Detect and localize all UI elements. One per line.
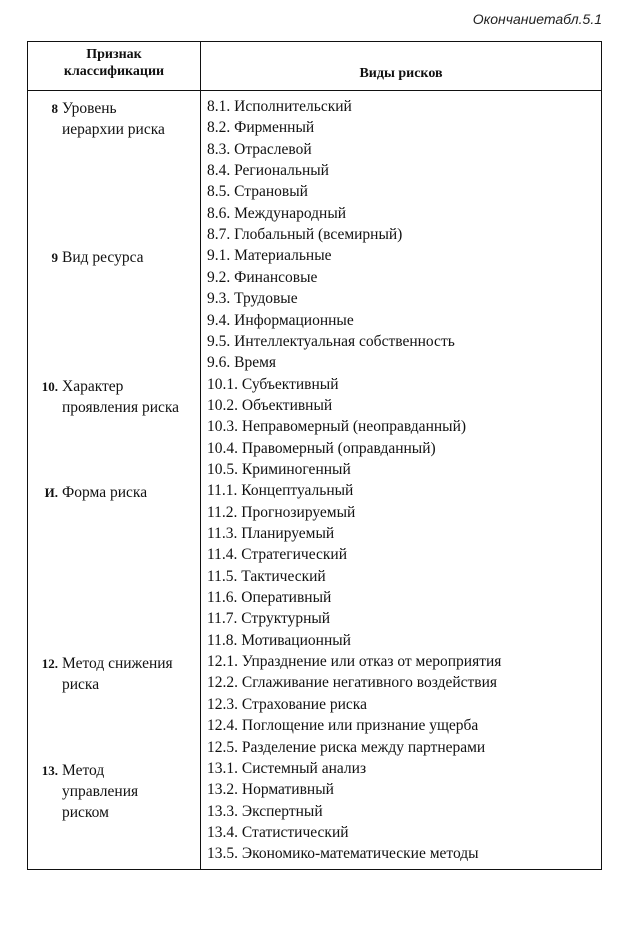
group-label-line: риском xyxy=(62,803,109,821)
risk-type-item: 8.2. Фирменный xyxy=(207,119,315,137)
risk-type-item: 13.4. Статистический xyxy=(207,823,349,841)
risk-type-item: 9.5. Интеллектуальная собственность xyxy=(207,332,455,350)
header-left-line1: Признак xyxy=(86,47,142,62)
risk-type-item: 8.5. Страновый xyxy=(207,183,308,201)
group-label-line: риска xyxy=(62,676,100,694)
risk-type-item: 13.3. Экспертный xyxy=(207,802,323,820)
risk-type-item: 9.3. Трудовые xyxy=(207,290,298,308)
risk-type-item: 9.6. Время xyxy=(207,354,277,372)
header-divider xyxy=(28,90,601,91)
risk-type-item: 9.4. Информационные xyxy=(207,311,354,329)
risk-type-item: 12.5. Разделение риска между партнерами xyxy=(207,738,486,756)
risk-type-item: 8.7. Глобальный (всемирный) xyxy=(207,226,403,244)
group-label-line: проявления риска xyxy=(62,398,180,416)
risk-type-item: 10.1. Субъективный xyxy=(207,375,339,393)
header-left-line2: классификации xyxy=(63,64,165,79)
risk-type-item: 11.2. Прогнозируемый xyxy=(207,503,356,521)
group-label-line: Форма риска xyxy=(62,484,148,502)
risk-type-item: 9.2. Финансовые xyxy=(207,268,318,286)
risk-type-item: 12.1. Упразднение или отказ от мероприятия xyxy=(207,653,502,671)
group-number: 10. xyxy=(41,378,58,394)
risk-type-item: 12.3. Страхование риска xyxy=(207,695,367,713)
group-number: 8 xyxy=(51,101,58,116)
risk-type-item: 13.5. Экономико-математические методы xyxy=(207,845,479,863)
group-number: 13. xyxy=(41,762,58,778)
risk-type-item: 9.1. Материальные xyxy=(207,247,332,265)
risk-type-item: 12.2. Сглаживание негативного воздействия xyxy=(207,674,498,692)
risk-type-item: 11.6. Оперативный xyxy=(207,589,332,607)
risk-type-item: 11.4. Стратегический xyxy=(207,546,347,564)
risk-type-item: 10.5. Криминогенный xyxy=(207,460,351,478)
risk-type-item: 11.3. Планируемый xyxy=(207,525,335,542)
risk-type-item: 8.4. Региональный xyxy=(207,162,329,180)
risk-type-item: 11.5. Тактический xyxy=(207,567,326,585)
header-risk-types: Виды рисков xyxy=(359,66,443,81)
risk-classification-table xyxy=(27,41,602,870)
header-classification-feature xyxy=(28,46,200,80)
risk-type-item: 8.1. Исполнительский xyxy=(207,98,352,115)
risk-type-item: 10.4. Правомерный (оправданный) xyxy=(207,439,436,457)
group-label-line: управления xyxy=(62,782,139,800)
group-number: 9 xyxy=(51,250,58,266)
risk-type-item: 8.3. Отраслевой xyxy=(207,140,312,158)
group-number: И. xyxy=(44,485,58,501)
group-label-line: Метод xyxy=(62,761,105,779)
risk-type-item: 10.3. Неправомерный (неоправданный) xyxy=(207,418,467,436)
risk-type-item: 12.4. Поглощение или признание ущерба xyxy=(207,717,479,735)
group-label-line: иерархии риска xyxy=(62,121,165,138)
risk-type-item: 8.6. Международный xyxy=(207,204,347,222)
risk-type-item: 11.8. Мотивационный xyxy=(207,631,351,649)
group-number: 12. xyxy=(41,656,58,672)
group-label-line: Метод снижения xyxy=(62,655,173,673)
risk-type-item: 10.2. Объективный xyxy=(207,396,333,414)
risk-type-item: 13.1. Системный анализ xyxy=(207,759,367,777)
group-label-line: Характер xyxy=(62,377,124,395)
group-label-line: Вид ресурса xyxy=(62,249,144,267)
risk-type-item: 13.2. Нормативный xyxy=(207,781,334,799)
table-caption: Окончаниетабл.5.1 xyxy=(472,11,602,27)
group-label-line: Уровень xyxy=(62,100,117,117)
risk-type-item: 11.7. Структурный xyxy=(207,610,331,628)
risk-type-item: 11.1. Концептуальный xyxy=(207,482,354,500)
column-divider xyxy=(200,42,201,869)
